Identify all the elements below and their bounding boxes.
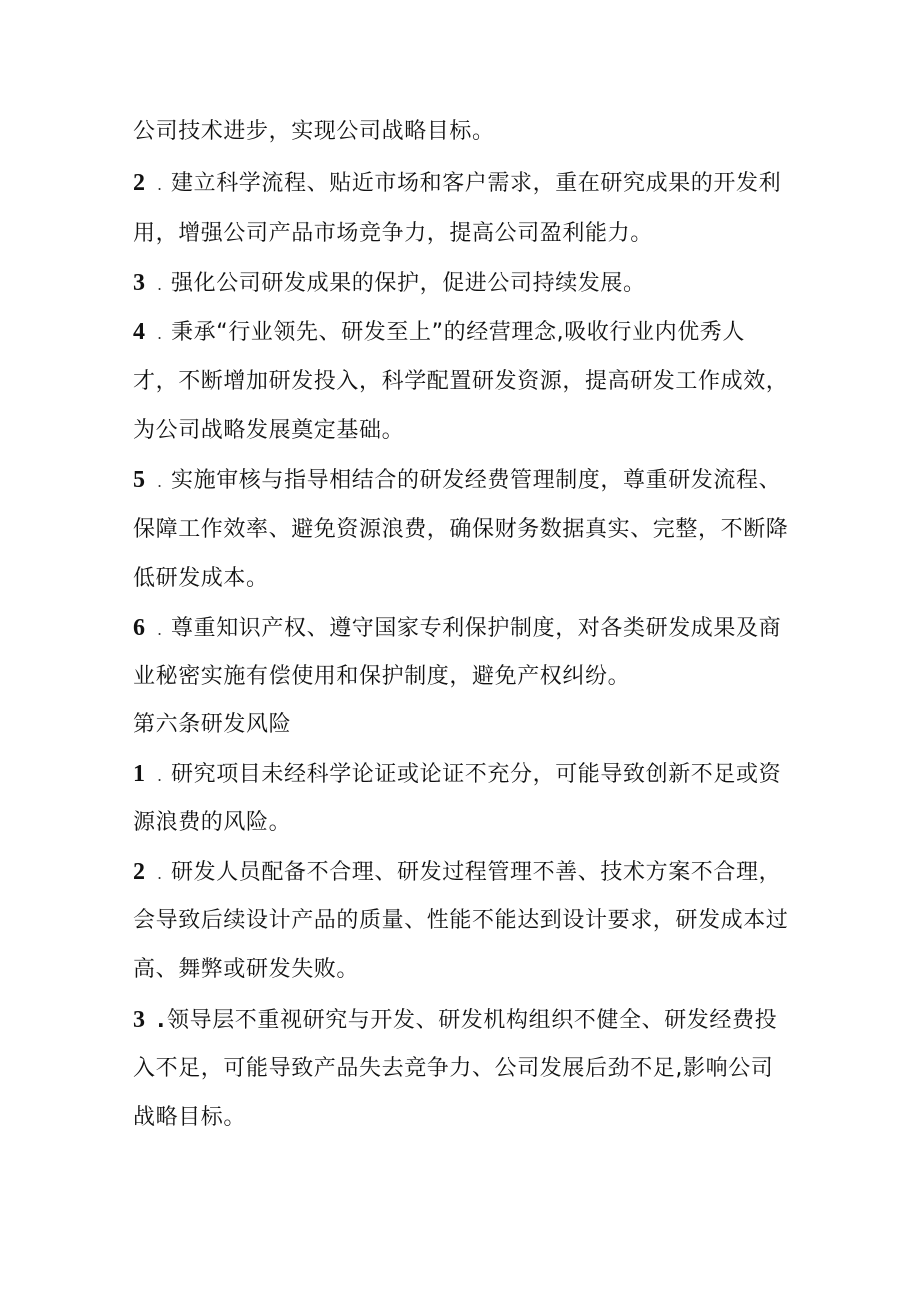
list-separator: .	[157, 175, 163, 194]
list-item-goal-4	[133, 317, 833, 349]
list-item-goal-6	[133, 613, 833, 645]
paragraph-line	[133, 1103, 833, 1133]
intro-tail-text: 公司技术进步，实现公司战略目标。	[133, 119, 495, 144]
list-item-text: 用，增强公司产品市场竞争力，提高公司盈利能力。	[133, 221, 653, 246]
list-item-text: 强化公司研发成果的保护，促进公司持续发展。	[171, 271, 646, 296]
paragraph-line	[133, 808, 833, 838]
list-item-text: 领导层不重视研究与开发、研发机构组织不健全、研发经费投	[167, 1008, 778, 1033]
section-title: 第六条研发风险	[133, 712, 292, 737]
list-item-text: 为公司战略发展奠定基础。	[133, 418, 405, 443]
list-number: 6	[133, 615, 146, 641]
list-item-risk-2	[133, 857, 833, 889]
list-item-text: 低研发成本。	[133, 566, 269, 591]
section-heading	[133, 710, 833, 740]
paragraph-line	[133, 367, 833, 397]
paragraph-line	[133, 1054, 833, 1084]
list-separator: .	[157, 275, 163, 294]
list-item-text: 入不足，可能导致产品失去竞争力、公司发展后劲不足,影响公司	[133, 1056, 774, 1081]
list-separator: .	[157, 766, 163, 785]
paragraph-line	[133, 219, 833, 249]
paragraph-line	[133, 564, 833, 594]
paragraph-line	[133, 662, 833, 692]
list-item-text: 才，不断增加研发投入，科学配置研发资源，提高研发工作成效，	[133, 369, 789, 394]
list-item-risk-1	[133, 759, 833, 791]
list-item-risk-3	[133, 1005, 833, 1036]
list-number: 3	[133, 1007, 146, 1033]
list-item-text: 会导致后续设计产品的质量、性能不能达到设计要求，研发成本过	[133, 908, 789, 933]
list-number: 2	[133, 859, 146, 885]
paragraph-line	[133, 416, 833, 446]
list-separator: .	[157, 1008, 166, 1032]
list-number: 1	[133, 761, 146, 787]
list-item-text: 战略目标。	[133, 1105, 247, 1130]
list-item-text: 源浪费的风险。	[133, 810, 292, 835]
list-number: 2	[133, 170, 146, 196]
list-item-text: 研究项目未经科学论证或论证不充分，可能导致创新不足或资	[171, 762, 782, 787]
paragraph-line	[133, 117, 833, 147]
list-item-goal-2	[133, 168, 833, 200]
list-item-text: 业秘密实施有偿使用和保护制度，避免产权纠纷。	[133, 664, 631, 689]
list-separator: .	[157, 864, 163, 883]
paragraph-line	[133, 515, 833, 545]
list-number: 3	[133, 270, 146, 296]
list-separator: .	[157, 324, 163, 343]
list-item-goal-3	[133, 268, 833, 300]
list-item-goal-5	[133, 465, 833, 497]
paragraph-line	[133, 955, 833, 985]
list-item-text: 尊重知识产权、遵守国家专利保护制度，对各类研发成果及商	[171, 616, 782, 641]
list-item-text: 高、舞弊或研发失败。	[133, 957, 360, 982]
list-item-text: 实施审核与指导相结合的研发经费管理制度，尊重研发流程、	[171, 468, 782, 493]
list-item-text: 秉承“行业领先、研发至上”的经营理念,吸收行业内优秀人	[171, 320, 745, 345]
list-separator: .	[157, 472, 163, 491]
list-item-text: 保障工作效率、避免资源浪费，确保财务数据真实、完整，不断降	[133, 517, 789, 542]
list-item-text: 建立科学流程、贴近市场和客户需求，重在研究成果的开发利	[171, 171, 782, 196]
list-number: 4	[133, 319, 146, 345]
paragraph-line	[133, 906, 833, 936]
list-number: 5	[133, 467, 146, 493]
list-separator: .	[157, 620, 163, 639]
list-item-text: 研发人员配备不合理、研发过程管理不善、技术方案不合理，	[171, 860, 782, 885]
